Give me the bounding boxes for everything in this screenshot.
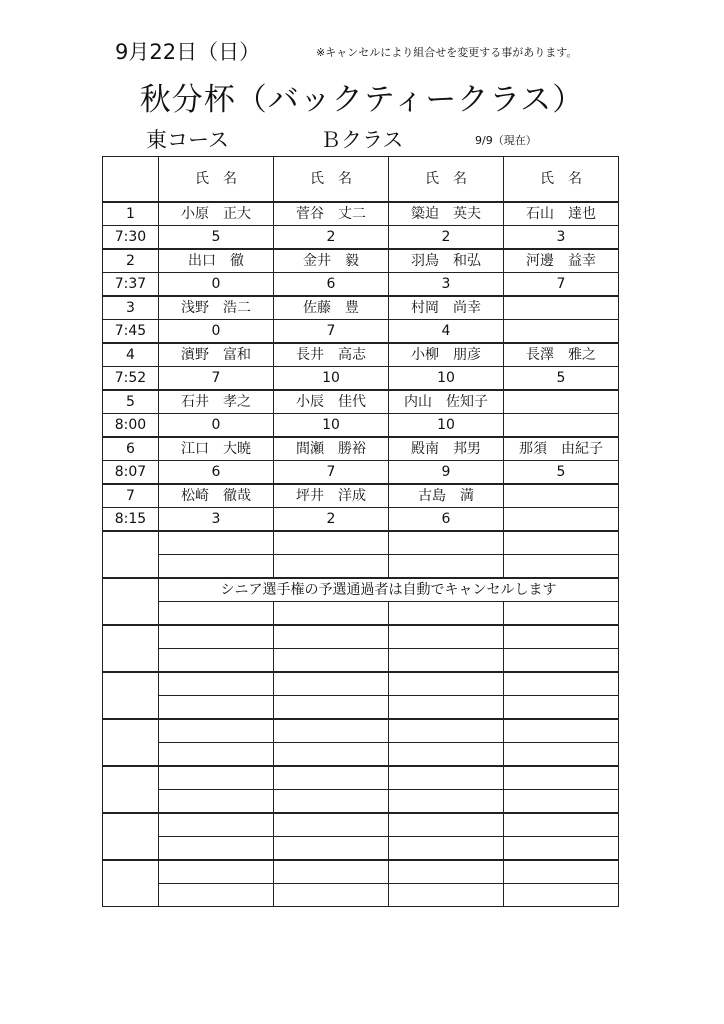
group-score-row (103, 508, 619, 532)
empty-group-cell (103, 860, 159, 907)
empty-cell (274, 884, 389, 907)
group-name-row (103, 202, 619, 226)
empty-row (103, 813, 619, 837)
tee-time: 7:37 (103, 273, 159, 297)
course-label: 東コース (146, 128, 229, 152)
player-name: 古島 満 (389, 484, 504, 508)
player-score: 7 (274, 461, 389, 485)
empty-cell (389, 743, 504, 767)
senior-cancel-notice: シニア選手権の予選通過者は自動でキャンセルします (159, 578, 619, 602)
player-name: 坪井 洋成 (274, 484, 389, 508)
empty-cell (504, 672, 619, 696)
player-name: 石山 達也 (504, 202, 619, 226)
tee-time: 8:00 (103, 414, 159, 438)
player-score: 10 (389, 414, 504, 438)
empty-row (103, 860, 619, 884)
empty-cell (389, 531, 504, 555)
player-score (504, 508, 619, 532)
empty-cell (389, 719, 504, 743)
empty-cell (389, 860, 504, 884)
tee-time: 7:45 (103, 320, 159, 344)
group-score-row (103, 273, 619, 297)
empty-group-cell (103, 719, 159, 766)
empty-cell (159, 649, 274, 673)
player-score: 3 (504, 226, 619, 250)
group-number: 5 (103, 390, 159, 414)
empty-cell (504, 860, 619, 884)
empty-cell (274, 790, 389, 814)
empty-cell (504, 555, 619, 579)
player-score: 0 (159, 273, 274, 297)
group-number: 6 (103, 437, 159, 461)
empty-cell (504, 649, 619, 673)
empty-row (103, 743, 619, 767)
name-header: 氏 名 (159, 157, 274, 203)
player-name: 河邊 益幸 (504, 249, 619, 273)
player-score: 7 (274, 320, 389, 344)
player-name: 羽鳥 和弘 (389, 249, 504, 273)
empty-cell (504, 602, 619, 626)
empty-cell (504, 813, 619, 837)
empty-cell (159, 602, 274, 626)
empty-row (103, 625, 619, 649)
group-score-row (103, 320, 619, 344)
empty-cell (389, 672, 504, 696)
empty-cell (274, 813, 389, 837)
empty-cell (159, 696, 274, 720)
player-name: 金井 毅 (274, 249, 389, 273)
empty-cell (389, 813, 504, 837)
player-score: 10 (274, 414, 389, 438)
empty-cell (159, 531, 274, 555)
player-score: 6 (274, 273, 389, 297)
empty-cell (389, 766, 504, 790)
empty-group-cell (103, 578, 159, 625)
empty-group-cell (103, 672, 159, 719)
notice-row (103, 578, 619, 602)
empty-row (103, 555, 619, 579)
empty-cell (504, 743, 619, 767)
empty-cell (274, 696, 389, 720)
name-header: 氏 名 (274, 157, 389, 203)
player-name: 殿南 邦男 (389, 437, 504, 461)
header-row (103, 157, 619, 203)
empty-cell (159, 672, 274, 696)
player-name: 小柳 朋彦 (389, 343, 504, 367)
player-score: 4 (389, 320, 504, 344)
player-score: 0 (159, 320, 274, 344)
empty-cell (159, 555, 274, 579)
player-score: 7 (159, 367, 274, 391)
empty-cell (504, 719, 619, 743)
group-header-cell (103, 157, 159, 203)
player-score: 5 (159, 226, 274, 250)
player-name: 江口 大暁 (159, 437, 274, 461)
empty-cell (159, 813, 274, 837)
player-score: 2 (389, 226, 504, 250)
player-score: 3 (389, 273, 504, 297)
empty-cell (159, 625, 274, 649)
empty-group-cell (103, 625, 159, 672)
player-name: 村岡 尚幸 (389, 296, 504, 320)
empty-cell (159, 884, 274, 907)
empty-cell (389, 602, 504, 626)
empty-cell (274, 672, 389, 696)
empty-cell (504, 884, 619, 907)
empty-cell (274, 719, 389, 743)
player-name: 石井 孝之 (159, 390, 274, 414)
empty-cell (389, 837, 504, 861)
group-name-row (103, 484, 619, 508)
cancellation-note: ※キャンセルにより組合せを変更する事があります。 (316, 46, 578, 59)
group-score-row (103, 461, 619, 485)
empty-cell (274, 743, 389, 767)
empty-cell (159, 790, 274, 814)
empty-row (103, 602, 619, 626)
player-name: 簗迫 英夫 (389, 202, 504, 226)
player-score (504, 320, 619, 344)
group-score-row (103, 367, 619, 391)
empty-cell (274, 837, 389, 861)
empty-row (103, 672, 619, 696)
empty-row (103, 649, 619, 673)
pairing-table (102, 156, 619, 907)
empty-cell (389, 649, 504, 673)
empty-row (103, 531, 619, 555)
player-name (504, 390, 619, 414)
player-name: 長井 高志 (274, 343, 389, 367)
empty-cell (274, 602, 389, 626)
empty-cell (274, 766, 389, 790)
name-header: 氏 名 (504, 157, 619, 203)
player-score: 5 (504, 461, 619, 485)
empty-cell (389, 625, 504, 649)
player-score: 6 (159, 461, 274, 485)
player-name (504, 296, 619, 320)
player-name: 那須 由紀子 (504, 437, 619, 461)
group-number: 4 (103, 343, 159, 367)
empty-row (103, 719, 619, 743)
player-score: 10 (274, 367, 389, 391)
empty-cell (159, 719, 274, 743)
player-name: 浅野 浩二 (159, 296, 274, 320)
group-name-row (103, 296, 619, 320)
empty-group-cell (103, 813, 159, 860)
player-name: 小辰 佳代 (274, 390, 389, 414)
event-date: 9月22日（日） (115, 40, 261, 64)
player-score: 10 (389, 367, 504, 391)
group-name-row (103, 249, 619, 273)
empty-cell (159, 837, 274, 861)
group-name-row (103, 437, 619, 461)
player-name: 菅谷 丈二 (274, 202, 389, 226)
empty-row (103, 696, 619, 720)
player-score: 2 (274, 508, 389, 532)
empty-cell (504, 625, 619, 649)
group-number: 7 (103, 484, 159, 508)
player-name: 濱野 富和 (159, 343, 274, 367)
pairing-table-body (103, 157, 619, 907)
player-name: 間瀬 勝裕 (274, 437, 389, 461)
empty-cell (504, 696, 619, 720)
player-score (504, 414, 619, 438)
empty-cell (389, 555, 504, 579)
tee-time: 8:07 (103, 461, 159, 485)
empty-cell (274, 531, 389, 555)
player-name: 小原 正大 (159, 202, 274, 226)
group-name-row (103, 343, 619, 367)
player-name: 佐藤 豊 (274, 296, 389, 320)
empty-row (103, 837, 619, 861)
empty-row (103, 884, 619, 907)
name-header: 氏 名 (389, 157, 504, 203)
empty-cell (274, 860, 389, 884)
empty-cell (504, 766, 619, 790)
empty-cell (274, 625, 389, 649)
player-score: 9 (389, 461, 504, 485)
tee-time: 7:52 (103, 367, 159, 391)
player-score: 7 (504, 273, 619, 297)
empty-group-cell (103, 531, 159, 578)
empty-cell (389, 884, 504, 907)
empty-cell (274, 649, 389, 673)
empty-cell (389, 790, 504, 814)
player-name (504, 484, 619, 508)
empty-cell (504, 790, 619, 814)
player-name: 内山 佐知子 (389, 390, 504, 414)
empty-group-cell (103, 766, 159, 813)
player-name: 出口 徹 (159, 249, 274, 273)
player-score: 6 (389, 508, 504, 532)
as-of-date: 9/9（現在） (475, 134, 537, 147)
player-name: 長澤 雅之 (504, 343, 619, 367)
group-score-row (103, 226, 619, 250)
player-score: 5 (504, 367, 619, 391)
empty-cell (504, 837, 619, 861)
empty-cell (389, 696, 504, 720)
class-label: Ｂクラス (320, 128, 404, 152)
empty-cell (159, 743, 274, 767)
empty-cell (159, 766, 274, 790)
player-score: 0 (159, 414, 274, 438)
empty-cell (274, 555, 389, 579)
group-number: 2 (103, 249, 159, 273)
empty-cell (504, 531, 619, 555)
player-score: 3 (159, 508, 274, 532)
empty-cell (159, 860, 274, 884)
group-number: 1 (103, 202, 159, 226)
group-name-row (103, 390, 619, 414)
tee-time: 8:15 (103, 508, 159, 532)
player-score: 2 (274, 226, 389, 250)
group-score-row (103, 414, 619, 438)
group-number: 3 (103, 296, 159, 320)
tee-time: 7:30 (103, 226, 159, 250)
page-title: 秋分杯（バックティークラス） (139, 82, 585, 118)
empty-row (103, 790, 619, 814)
empty-row (103, 766, 619, 790)
player-name: 松崎 徹哉 (159, 484, 274, 508)
